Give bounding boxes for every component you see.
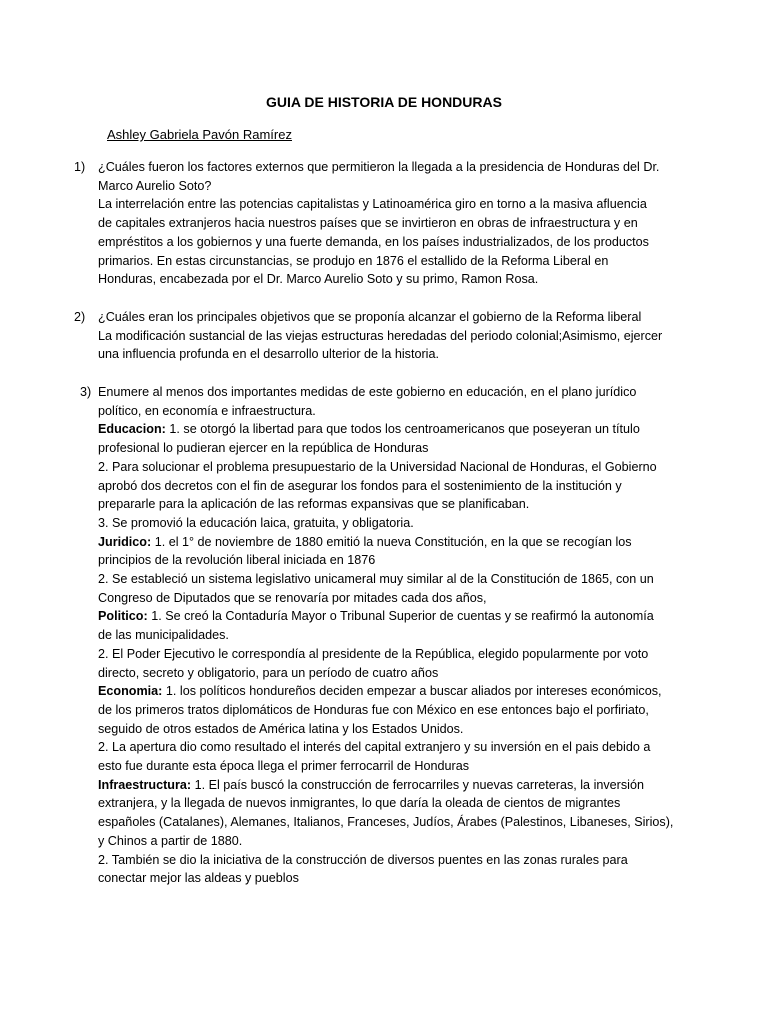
section-label-economia: Economia: <box>98 684 163 699</box>
answer-line: La modificación sustancial de las viejas estructuras heredadas del periodo colonial;Asimismo, ejercer <box>98 328 663 343</box>
answer-line: españoles (Catalanes), Alemanes, Italianos, Franceses, Judíos, Árabes (Palestinos, Libaneses, Sirios), <box>98 815 674 830</box>
answer-line: 2. El Poder Ejecutivo le correspondía al presidente de la República, elegido popularmente por voto <box>98 646 649 661</box>
answer-line: 2. La apertura dio como resultado el interés del capital extranjero y su inversión en el pais debido a <box>98 740 651 755</box>
section-label-juridico: Juridico: <box>98 534 152 549</box>
answer-line: una influencia profunda en el desarrollo ulterior de la historia. <box>98 347 439 362</box>
answer-line: Economia: 1. los políticos hondureños deciden empezar a buscar aliados por intereses económicos, <box>98 684 662 699</box>
question-number: 2) <box>74 310 86 324</box>
answer-line: Infraestructura: 1. El país buscó la construcción de ferrocarriles y nuevas carreteras, la inversión <box>98 777 644 792</box>
answer-line: profesional lo pudieran ejercer en la república de Honduras <box>98 441 429 456</box>
answer-line: Congreso de Diputados que se renovaría por mitades cada dos años, <box>98 590 487 605</box>
answer-line: conectar mejor las aldeas y pueblos <box>98 871 299 886</box>
answer-line: Honduras, encabezada por el Dr. Marco Aurelio Soto y su primo, Ramon Rosa. <box>98 272 539 287</box>
answer-line: Juridico: 1. el 1° de noviembre de 1880 emitió la nueva Constitución, en la que se recogían los <box>98 534 632 549</box>
question-text-line: Enumere al menos dos importantes medidas de este gobierno en educación, en el plano jurídico <box>98 385 637 399</box>
answer-line: 3. Se promovió la educación laica, gratuita, y obligatoria. <box>98 515 414 530</box>
question-body <box>98 158 668 289</box>
answer-line: de capitales extranjeros hacia nuestros países que se invirtieron en obras de infraestructura y en <box>98 216 638 231</box>
section-label-educacion: Educacion: <box>98 422 166 437</box>
section-label-infraestructura: Infraestructura: <box>98 777 192 792</box>
document-title: GUIA DE HISTORIA DE HONDURAS <box>266 94 502 110</box>
question-text-line: Marco Aurelio Soto? <box>98 178 212 193</box>
answer-line: empréstitos a los gobiernos y una fuerte demanda, en los países industrializados, de los productos <box>98 234 649 249</box>
answer-line: de los primeros tratos diplomáticos de Honduras fue con México en ese entonces bajo el porfiriato, <box>98 702 649 717</box>
question-body <box>98 383 674 888</box>
answer-line: extranjera, y la llegada de nuevos inmigrantes, lo que daría la oleada de cientos de migrantes <box>98 796 621 811</box>
answer-line: Politico: 1. Se creó la Contaduría Mayor o Tribunal Superior de cuentas y se reafirmó la autonomía <box>98 609 654 624</box>
author-name: Ashley Gabriela Pavón Ramírez <box>107 127 292 142</box>
answer-line: directo, secreto y obligatorio, para un período de cuatro años <box>98 665 439 680</box>
answer-line: Educacion: 1. se otorgó la libertad para que todos los centroamericanos que poseyeran un título <box>98 422 640 437</box>
question-text-line: ¿Cuáles eran los principales objetivos que se proponía alcanzar el gobierno de la Reforma liberal <box>98 310 642 324</box>
question-text-line: ¿Cuáles fueron los factores externos que permitieron la llegada a la presidencia de Honduras del Dr. <box>98 160 660 174</box>
answer-line: y Chinos a partir de 1880. <box>98 833 243 848</box>
answer-line: esto fue durante esta época llega el primer ferrocarril de Honduras <box>98 759 470 774</box>
section-label-politico: Politico: <box>98 609 148 624</box>
answer-line: 2. También se dio la iniciativa de la construcción de diversos puentes en las zonas rurales para <box>98 852 628 867</box>
answer-line: 2. Para solucionar el problema presupuestario de la Universidad Nacional de Honduras, el Gobierno <box>98 459 657 474</box>
answer-line: prepararle para la aplicación de las reformas expansivas que se planificaban. <box>98 497 530 512</box>
answer-line: 2. Se estableció un sistema legislativo unicameral muy similar al de la Constitución de 1865, con un <box>98 572 654 587</box>
question-number: 3) <box>80 385 92 399</box>
answer-line: La interrelación entre las potencias capitalistas y Latinoamérica giro en torno a la masiva afluencia <box>98 197 647 212</box>
question-number: 1) <box>74 160 86 174</box>
question-text-line: político, en economía e infraestructura. <box>98 403 316 418</box>
answer-line: aprobó dos decretos con el fin de asegurar los fondos para el sostenimiento de la institución y <box>98 478 622 493</box>
answer-line: de las municipalidades. <box>98 628 229 643</box>
answer-line: principios de la revolución liberal iniciada en 1876 <box>98 553 376 568</box>
answer-line: seguido de otros estados de América latina y los Estados Unidos. <box>98 721 464 736</box>
question-body <box>98 308 668 364</box>
answer-line: primarios. En estas circunstancias, se produjo en 1876 el estallido de la Reforma Liberal en <box>98 253 609 268</box>
